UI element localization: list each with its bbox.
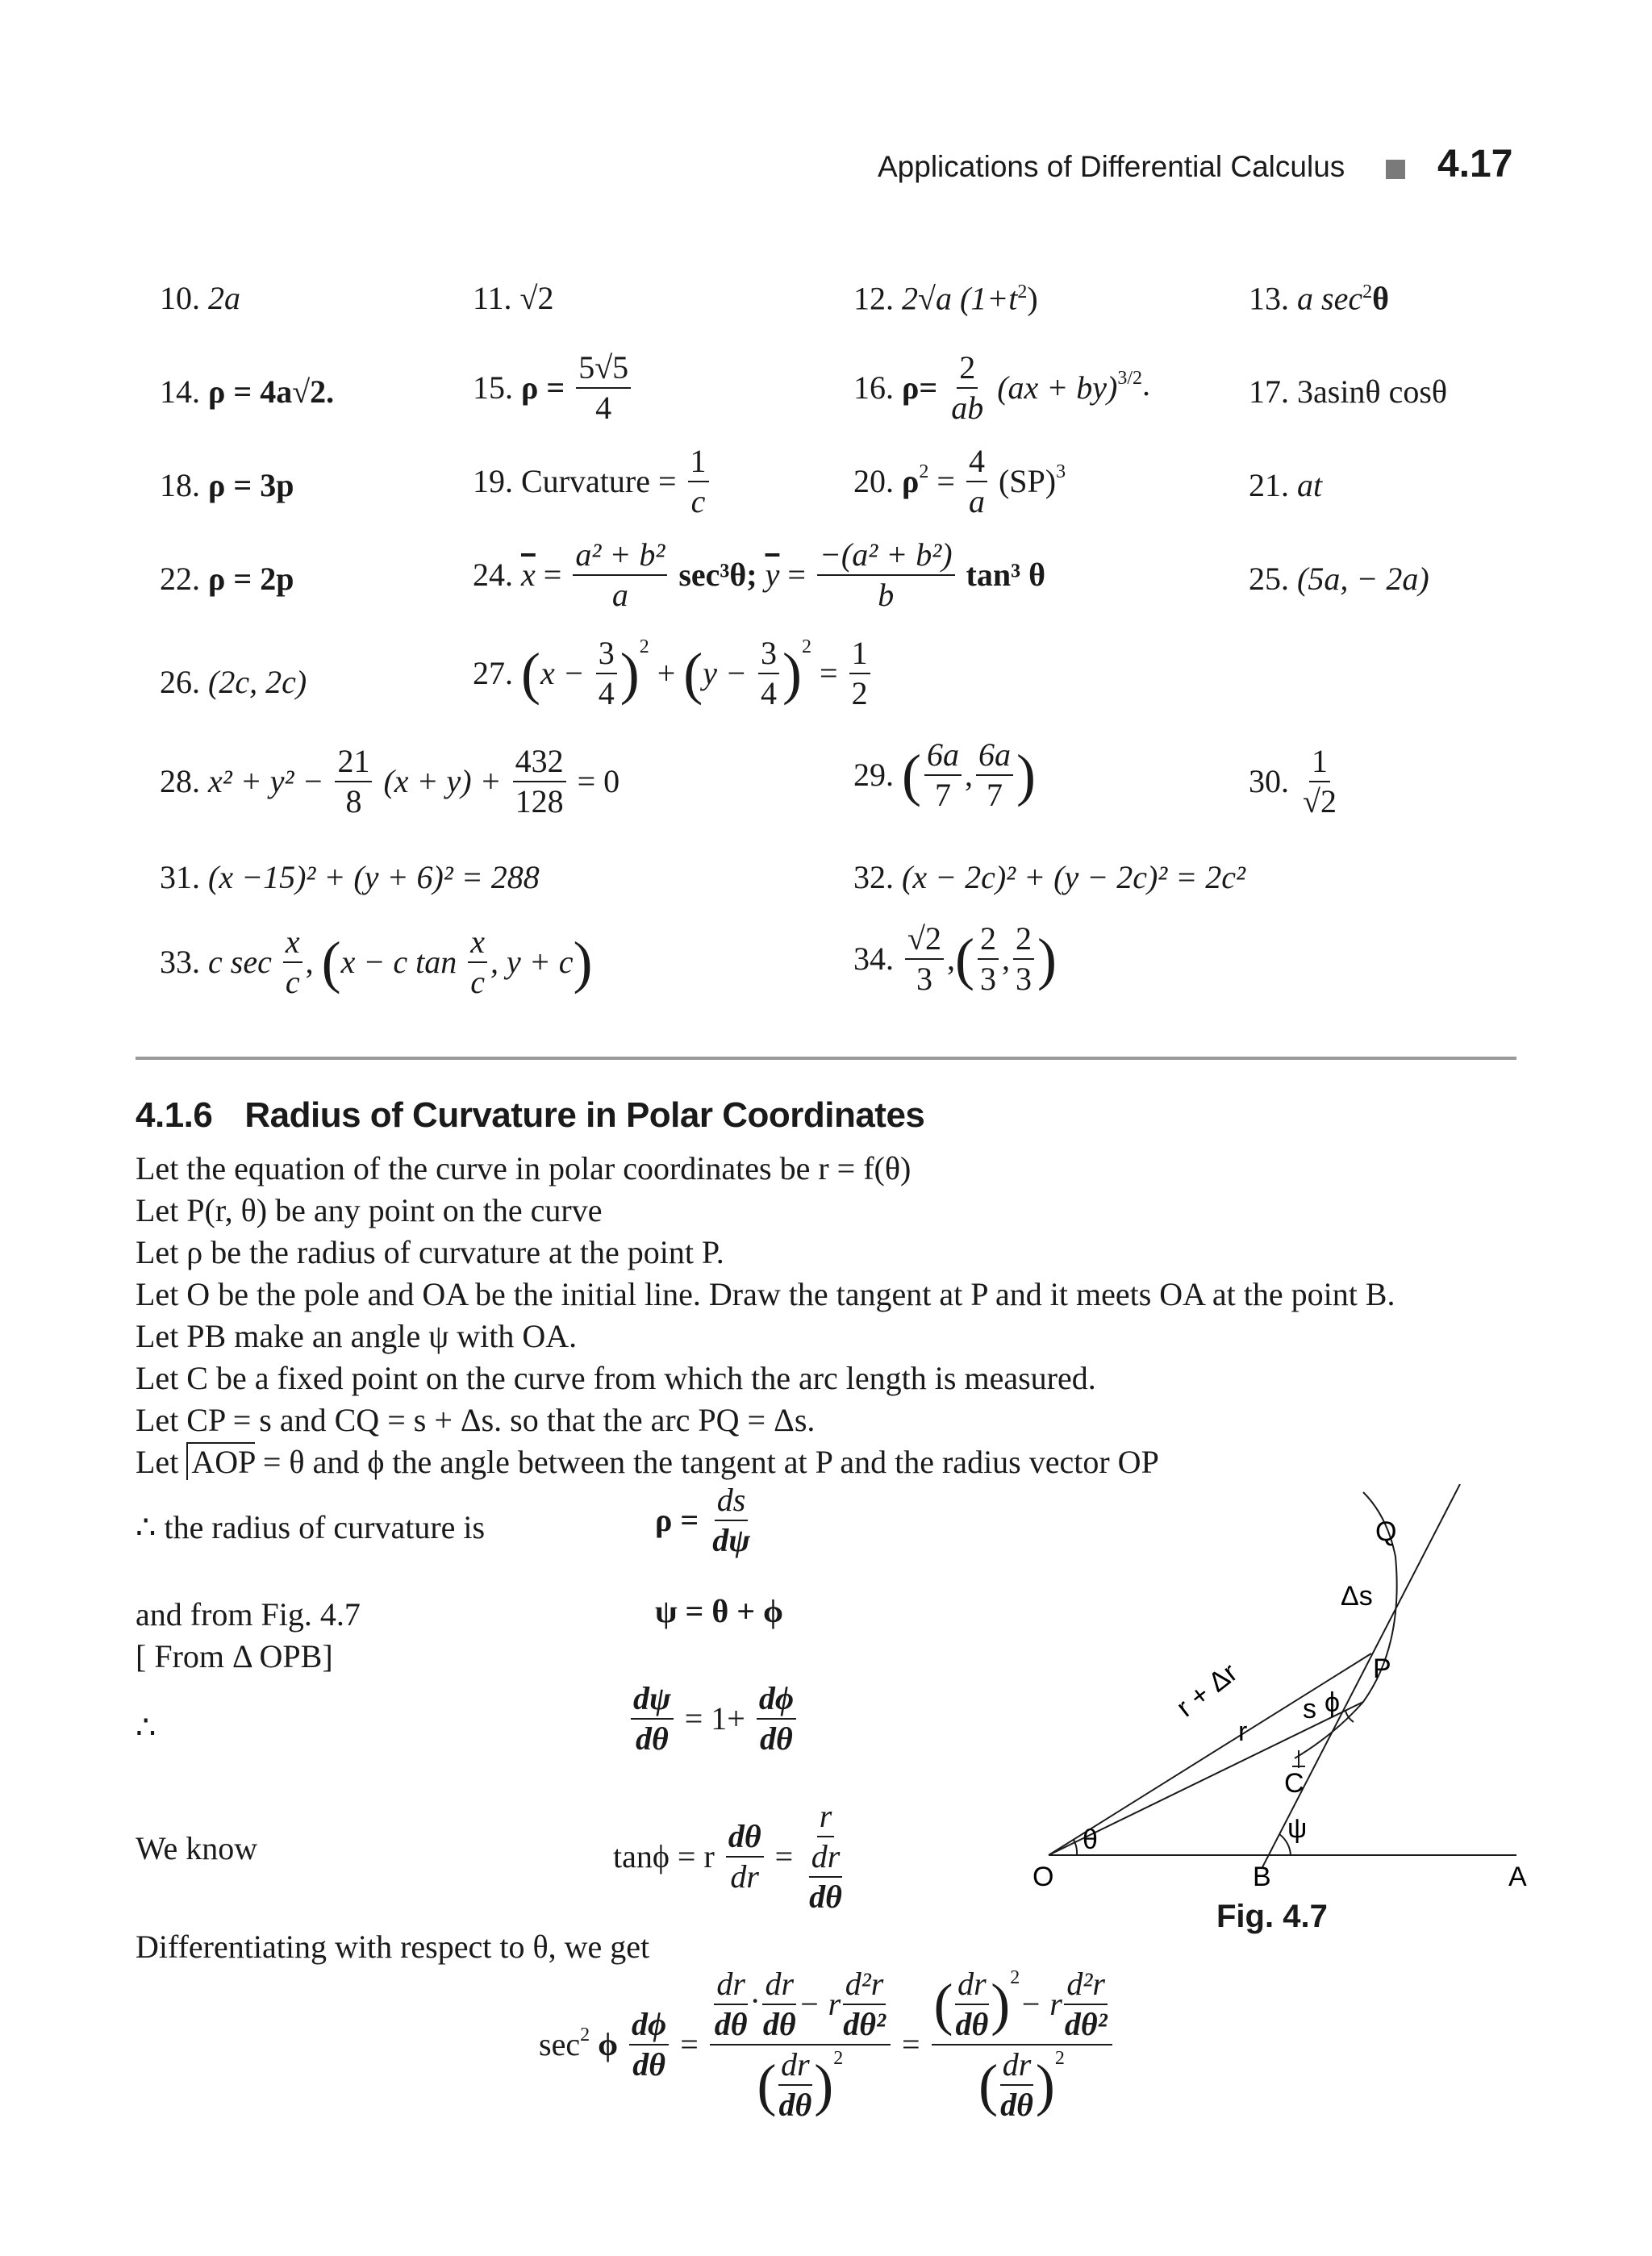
denominator: 4 (595, 390, 612, 426)
numerator: 6a (976, 739, 1013, 776)
denominator: dθ (714, 2006, 748, 2042)
left-paren: ( (757, 2053, 777, 2117)
numerator: a² + b² (573, 539, 667, 576)
answer-text: $\overline{y}$ (765, 557, 780, 593)
right-paren: ) (814, 2053, 834, 2117)
equation-text: − r (798, 1986, 841, 2022)
fraction (924, 736, 962, 813)
numerator: x (283, 926, 302, 963)
numerator: dθ (726, 1820, 764, 1858)
denominator: dθ (762, 2006, 796, 2042)
answer-text: (ax + by) (997, 369, 1118, 406)
label-B: B (1253, 1862, 1271, 1887)
denominator: c (470, 964, 485, 1000)
label-O: O (1032, 1862, 1054, 1887)
answer-33 (160, 926, 592, 999)
answer-25 (1249, 563, 1429, 595)
section-divider (136, 1057, 1516, 1060)
fraction (283, 926, 302, 999)
fraction (335, 745, 372, 818)
fraction (573, 536, 667, 613)
derivation-eq-5 (539, 1968, 1116, 2121)
answer-text: x² + y² − (208, 763, 324, 799)
answer-text: √2 (519, 280, 554, 316)
equation-text: = 1+ (684, 1700, 745, 1737)
equation-text: = (680, 2026, 699, 2062)
derivation-text-5: We know (136, 1830, 258, 1866)
answer-30 (1249, 745, 1342, 818)
numerator: √2 (905, 923, 944, 960)
answer-27 (473, 637, 874, 710)
answer-13 (1249, 282, 1389, 315)
exponent: 2 (580, 2024, 590, 2045)
numerator: 1 (1309, 745, 1330, 782)
answer-18 (160, 469, 294, 502)
left-paren: ( (902, 743, 921, 807)
numerator: d²r (1064, 1968, 1108, 2005)
answer-text: ) (1027, 280, 1038, 317)
numerator: 2 (1013, 923, 1034, 960)
right-paren: ) (573, 930, 593, 995)
label-A: A (1508, 1862, 1527, 1887)
answer-20 (853, 445, 1066, 518)
answer-number: 17. (1249, 373, 1289, 410)
denominator: a (968, 483, 985, 519)
label-psi: ψ (1287, 1813, 1308, 1844)
derivation-eq-1 (655, 1484, 756, 1557)
exponent: 2 (1054, 2048, 1065, 2069)
right-paren: ) (991, 1972, 1011, 2037)
right-paren: ) (1035, 2053, 1055, 2117)
answer-16 (853, 349, 1151, 426)
numerator: 3 (596, 637, 617, 674)
numerator (932, 1968, 1112, 2045)
numerator: 1 (849, 637, 870, 674)
figure-4-7-diagram (1008, 1484, 1541, 1887)
numerator: $\frac{dr}{d\theta}$ · $\frac{dr}{d\theta}$ − r $\frac{\text{d²r}}{\text{dθ²}}$ (710, 1968, 891, 2045)
equation-text: ϕ (598, 2026, 619, 2062)
section-line-5: Let PB make an angle ψ with OA. (136, 1318, 578, 1354)
derivation-eq-4 (613, 1800, 850, 1913)
answer-text: = 0 (577, 763, 620, 799)
fraction (688, 445, 709, 518)
numerator: dψ (631, 1683, 674, 1720)
answer-text: , (305, 944, 314, 980)
answer-text: x − c tan (340, 944, 457, 980)
right-paren: ) (782, 641, 802, 706)
fraction (1013, 920, 1034, 997)
answer-text: ρ= (902, 369, 938, 406)
answer-number: 34. (853, 940, 894, 977)
fraction (817, 536, 955, 613)
answer-number: 14. (160, 373, 200, 410)
equation-text: = (774, 1838, 794, 1874)
fraction (513, 745, 566, 818)
answer-number: 28. (160, 763, 200, 799)
fraction (468, 926, 487, 999)
numerator: 2 (978, 923, 999, 960)
left-paren: ( (978, 2053, 999, 2117)
answer-text: , (964, 757, 973, 793)
answer-11 (473, 282, 553, 315)
answer-text: ρ = 3p (208, 467, 294, 503)
answer-number: 27. (473, 655, 513, 691)
left-paren: ( (954, 927, 974, 991)
answer-number: 19. (473, 463, 513, 499)
left-paren: ( (521, 641, 540, 706)
derivation-text-3: [ From Δ OPB] (136, 1638, 333, 1674)
numerator: 5√5 (576, 352, 631, 389)
exponent: 2 (1010, 1967, 1020, 1988)
answer-number: 26. (160, 664, 200, 700)
tangent-line (1262, 1484, 1460, 1867)
answer-29 (853, 736, 1036, 813)
fraction (596, 637, 617, 710)
answer-number: 15. (473, 369, 513, 406)
answer-number: 18. (160, 467, 200, 503)
answer-number: 20. (853, 463, 894, 499)
answer-text: (1+t (959, 280, 1018, 317)
answer-text: $\overline{x}$ (521, 557, 536, 593)
section-line-7: Let CP = s and CQ = s + Δs. so that the arc PQ = Δs. (136, 1402, 816, 1438)
answer-text: 2√a (902, 280, 952, 317)
answer-text: (5a, − 2a) (1297, 561, 1429, 597)
big-fraction (932, 1968, 1112, 2121)
numerator: 2 (957, 352, 978, 389)
section-line-1: Let the equation of the curve in polar coordinates be r = f(θ) (136, 1150, 912, 1186)
denominator: 2 (851, 675, 868, 711)
section-line-3: Let ρ be the radius of curvature at the point P. (136, 1234, 724, 1270)
fraction (905, 920, 944, 997)
answer-number: 10. (160, 280, 200, 316)
answer-34 (853, 920, 1057, 997)
answer-text: , (946, 940, 955, 977)
numerator: 6a (924, 739, 962, 776)
numerator: dϕ (757, 1683, 796, 1720)
denominator: 7 (934, 777, 951, 813)
denominator: dθ (1000, 2087, 1033, 2123)
fraction (757, 1680, 796, 1757)
denominator (804, 1837, 847, 1913)
answer-text: at (1297, 467, 1323, 503)
derivation-eq-3 (628, 1680, 799, 1757)
answer-number: 13. (1249, 280, 1289, 317)
denominator: 3 (1015, 961, 1032, 997)
numerator: r (817, 1800, 835, 1837)
fraction (804, 1800, 847, 1913)
answer-number: 12. (853, 280, 894, 317)
label-r-plus-delta-r: r + Δr (1170, 1657, 1244, 1724)
answer-text: tan³ θ (966, 557, 1045, 593)
answer-text: ρ = (521, 369, 565, 406)
equation-text: − r (1020, 1986, 1062, 2022)
fraction (949, 349, 986, 426)
right-paren: ) (1037, 927, 1057, 991)
label-theta: θ (1083, 1824, 1098, 1855)
text: Let (136, 1444, 187, 1480)
denominator: a (611, 577, 628, 613)
denominator: 3 (979, 961, 996, 997)
answer-19 (473, 445, 712, 518)
answer-text: 3asinθ cosθ (1297, 373, 1448, 410)
section-heading (136, 1095, 924, 1136)
answer-number: 21. (1249, 467, 1289, 503)
denominator: dθ (760, 1720, 793, 1757)
denominator: 4 (761, 675, 778, 711)
answer-32 (853, 861, 1245, 894)
exponent: 2 (1362, 281, 1373, 302)
answer-number: 33. (160, 944, 200, 980)
label-phi: ϕ (1325, 1687, 1341, 1718)
answer-text: , (1001, 940, 1010, 977)
answer-text: (2c, 2c) (208, 664, 307, 700)
answer-text: = (820, 655, 838, 691)
denominator: 8 (345, 783, 362, 819)
denominator: b (878, 577, 895, 613)
answer-text: = (543, 557, 562, 593)
denominator: 7 (986, 777, 1003, 813)
answer-text: (x −15)² + (y + 6)² = 288 (208, 859, 540, 895)
numerator: 4 (966, 445, 987, 482)
answer-number: 11. (473, 280, 512, 316)
answer-12 (853, 282, 1038, 315)
derivation-text-2: and from Fig. 4.7 (136, 1596, 361, 1633)
denominator: dψ (712, 1522, 750, 1558)
numerator: d²r (843, 1968, 886, 2005)
fraction (966, 445, 987, 518)
answer-26 (160, 666, 307, 698)
answer-text: = (937, 463, 955, 499)
derivation-text-6: Differentiating with respect to θ, we get (136, 1929, 650, 1965)
numerator: ds (715, 1484, 749, 1521)
fraction (1300, 745, 1339, 818)
numerator: x (468, 926, 487, 963)
fraction (631, 1680, 674, 1757)
answer-text: = (787, 557, 806, 593)
denominator: c (690, 483, 706, 519)
label-C: C (1284, 1768, 1304, 1799)
answer-text: (SP) (998, 463, 1057, 499)
denominator: dθ (778, 2087, 812, 2123)
section-line-2: Let P(r, θ) be any point on the curve (136, 1192, 603, 1228)
denominator: dθ (809, 1879, 842, 1915)
fraction (849, 637, 870, 710)
answer-text: , y + c (490, 944, 574, 980)
answer-number: 31. (160, 859, 200, 895)
label-r: r (1238, 1716, 1248, 1747)
answer-21 (1249, 469, 1322, 502)
text: = θ and ϕ the angle between the tangent at P and the radius vector OP (254, 1444, 1159, 1480)
page-number: 4.17 (1437, 143, 1513, 186)
numerator: dr (1000, 2049, 1034, 2086)
fraction (976, 736, 1013, 813)
answer-15 (473, 349, 634, 426)
section-line-8 (136, 1443, 1159, 1481)
equation-lhs: tanϕ = r (613, 1838, 715, 1874)
denominator: c (285, 964, 300, 1000)
answer-text: y − (703, 655, 748, 691)
label-Q: Q (1375, 1516, 1397, 1547)
exponent: 2 (639, 636, 649, 657)
figure-caption: Fig. 4.7 (1216, 1899, 1328, 1934)
label-delta-s: Δs (1341, 1581, 1373, 1612)
answer-14 (160, 373, 335, 410)
answer-text: Curvature = (521, 463, 677, 499)
answer-number: 22. (160, 561, 200, 597)
numerator: 3 (758, 637, 779, 674)
right-paren: ) (1016, 743, 1036, 807)
section-number: 4.1.6 (136, 1095, 213, 1135)
denominator: 3 (916, 961, 932, 997)
angle-notation: AOP (186, 1442, 255, 1480)
exponent: 2 (802, 636, 811, 657)
denominator: 4 (598, 675, 615, 711)
answer-31 (160, 861, 540, 894)
denominator: dr (730, 1858, 759, 1895)
numerator: dr (809, 1841, 843, 1878)
fraction (758, 637, 779, 710)
answer-text: θ (1372, 280, 1389, 317)
answer-text: x − (540, 655, 585, 691)
numerator: dr (714, 1968, 748, 2005)
equation-lhs: sec (539, 2026, 581, 2062)
answer-number: 25. (1249, 561, 1289, 597)
denominator (754, 2045, 845, 2121)
denominator: dθ (632, 2046, 665, 2083)
answer-text: . (1142, 366, 1151, 403)
answer-22 (160, 563, 294, 595)
derivation-eq-2: ψ = θ + ϕ (655, 1593, 783, 1629)
answer-number: 24. (473, 557, 513, 593)
denominator: dθ² (843, 2006, 886, 2042)
fraction (576, 349, 631, 426)
answer-number: 29. (853, 757, 894, 793)
fraction (978, 920, 999, 997)
answer-text: c sec (208, 944, 272, 980)
exponent: 2 (1017, 281, 1028, 302)
answer-text: sec³θ; (678, 557, 757, 593)
answer-10 (160, 282, 240, 315)
running-title: Applications of Differential Calculus (878, 150, 1345, 183)
section-line-6: Let C be a fixed point on the curve from which the arc length is measured. (136, 1360, 1096, 1396)
right-paren: ) (620, 641, 640, 706)
exponent: 2 (919, 461, 929, 482)
denominator: ab (951, 390, 984, 426)
derivation-text-4: ∴ (136, 1709, 156, 1745)
denominator: dθ² (1064, 2006, 1108, 2042)
numerator: dϕ (629, 2008, 669, 2045)
answer-number: 30. (1249, 763, 1289, 799)
denominator: dθ (955, 2006, 989, 2042)
left-paren: ( (683, 641, 703, 706)
answer-28 (160, 745, 620, 818)
denominator: 128 (515, 783, 564, 819)
exponent: 3/2 (1117, 367, 1143, 389)
label-s: s (1303, 1694, 1316, 1724)
answer-number: 32. (853, 859, 894, 895)
answer-text: ρ = 4a√2. (208, 373, 335, 410)
numerator: 1 (688, 445, 709, 482)
answer-text: + (657, 655, 676, 691)
answer-text: ρ = 2p (208, 561, 294, 597)
fraction (629, 2008, 669, 2081)
numerator: 432 (513, 745, 566, 782)
denominator: √2 (1303, 783, 1337, 819)
answer-text: 2a (208, 280, 240, 316)
answer-text: a sec (1297, 280, 1363, 317)
numerator: 21 (335, 745, 372, 782)
fraction (710, 1484, 753, 1557)
answer-17 (1249, 373, 1448, 410)
equation-lhs: ρ = (655, 1502, 699, 1538)
fraction (726, 1820, 764, 1893)
exponent: 3 (1056, 461, 1066, 482)
section-title: Radius of Curvature in Polar Coordinates (244, 1095, 925, 1135)
header-square-marker (1386, 160, 1405, 179)
denominator: dθ (635, 1720, 669, 1757)
numerator: dr (778, 2049, 812, 2086)
big-fraction (710, 1968, 891, 2121)
equation-text: = (901, 2026, 920, 2062)
answer-text: (x + y) + (383, 763, 502, 799)
numerator: dr (762, 1968, 796, 2005)
answer-text: (x − 2c)² + (y − 2c)² = 2c² (902, 859, 1245, 895)
answer-text: ρ (902, 463, 920, 499)
answer-24 (473, 536, 1045, 613)
answer-number: 16. (853, 369, 894, 406)
left-paren: ( (933, 1972, 953, 2037)
left-paren: ( (321, 930, 341, 995)
numerator: −(a² + b²) (817, 539, 955, 576)
denominator (976, 2045, 1067, 2121)
exponent: 2 (833, 2048, 844, 2069)
numerator: dr (955, 1968, 989, 2005)
section-line-4: Let O be the pole and OA be the initial line. Draw the tangent at P and it meets OA at the point B. (136, 1276, 1395, 1312)
label-P: P (1373, 1653, 1391, 1684)
derivation-text-1: ∴ the radius of curvature is (136, 1509, 486, 1545)
